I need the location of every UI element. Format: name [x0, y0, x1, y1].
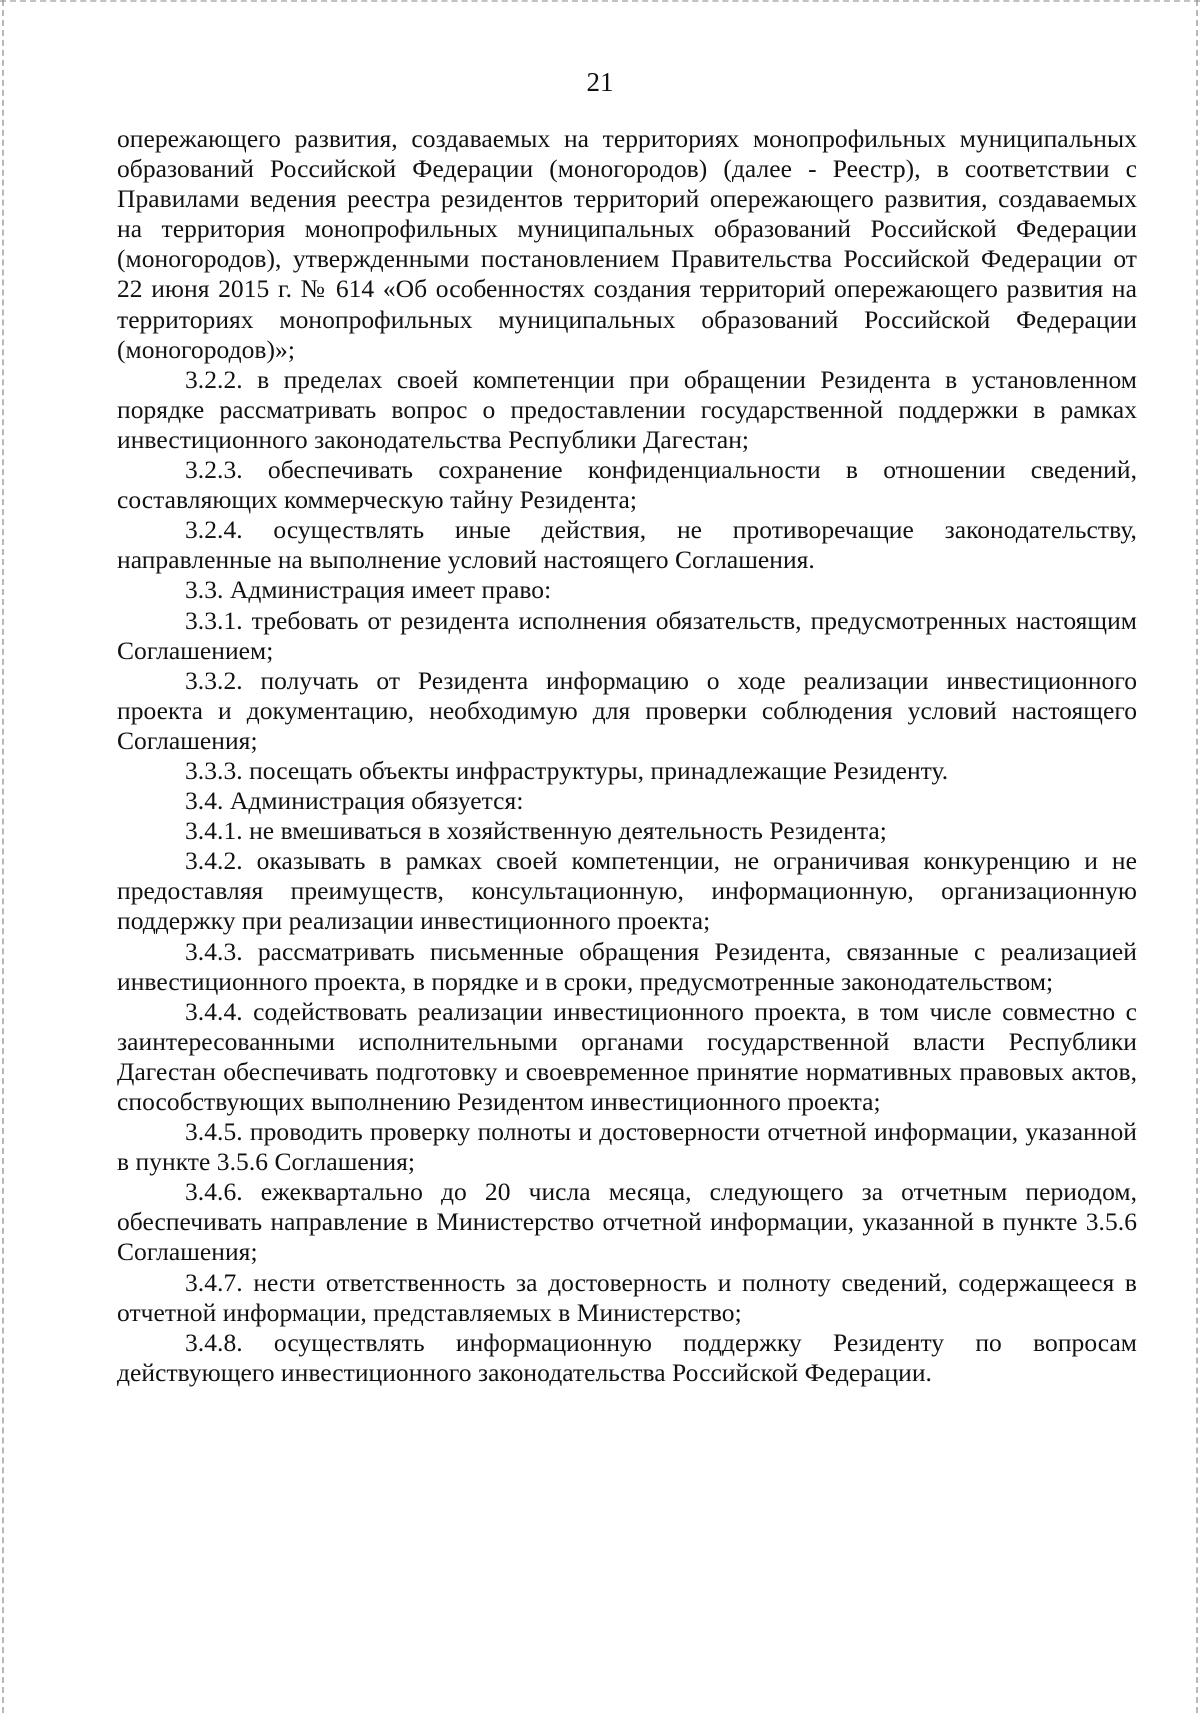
paragraph-3-3-2: 3.3.2. получать от Резидента информацию о ходе реализации инвестиционного проекта и документацию, необходимую для проверки соблюдения условий настоящего Соглашения; — [117, 665, 1137, 755]
paragraph-3-2-4: 3.2.4. осуществлять иные действия, не противоречащие законодательству, направленные на выполнение условий настоящего Соглашения. — [117, 515, 1137, 575]
paragraph-3-4-6: 3.4.6. ежеквартально до 20 числа месяца, следующего за отчетным периодом, обеспечивать направление в Министерство отчетной информации, указанной в пункте 3.5.6 Соглашения; — [117, 1177, 1137, 1267]
paragraph-3-4-3: 3.4.3. рассматривать письменные обращения Резидента, связанные с реализацией инвестиционного проекта, в порядке и в сроки, предусмотренные законодательством; — [117, 936, 1137, 996]
paragraph-3-4-8: 3.4.8. осуществлять информационную поддержку Резиденту по вопросам действующего инвестиционного законодательства Российской Федерации. — [117, 1327, 1137, 1387]
paragraph-3-4-7: 3.4.7. нести ответственность за достоверность и полноту сведений, содержащееся в отчетной информации, представляемых в Министерство; — [117, 1267, 1137, 1327]
document-body — [117, 124, 1137, 1388]
paragraph-continued: опережающего развития, создаваемых на территориях монопрофильных муниципальных образований Российской Федерации (моногородов) (далее - Реестр), в соответствии с Правилами ведения реестра резидентов территорий опережающего развития, создаваемых на территория монопрофильных муниципальных образований Российской Федерации (моногородов), утвержденными постановлением Правительства Российской Федерации от 22 июня 2015 г. № 614 «Об особенностях создания территорий опережающего развития на территориях монопрофильных муниципальных образований Российской Федерации (моногородов)»; — [117, 124, 1137, 364]
page-number: 21 — [586, 67, 614, 97]
paragraph-3-3-3: 3.3.3. посещать объекты инфраструктуры, принадлежащие Резиденту. — [185, 755, 949, 785]
paragraph-3-4-1: 3.4.1. не вмешиваться в хозяйственную деятельность Резидента; — [185, 816, 887, 846]
paragraph-3-4-5: 3.4.5. проводить проверку полноты и достоверности отчетной информации, указанной в пункте 3.5.6 Соглашения; — [117, 1117, 1137, 1177]
paragraph-3-3: 3.3. Администрация имеет право: — [185, 575, 552, 605]
paragraph-3-4: 3.4. Администрация обязуется: — [185, 786, 524, 816]
paragraph-3-4-4: 3.4.4. содействовать реализации инвестиционного проекта, в том числе совместно с заинтересованными исполнительными органами государственной власти Республики Дагестан обеспечивать подготовку и своевременное принятие нормативных правовых актов, способствующих выполнению Резидентом инвестиционного проекта; — [117, 996, 1137, 1116]
paragraph-3-3-1: 3.3.1. требовать от резидента исполнения обязательств, предусмотренных настоящим Соглашением; — [117, 605, 1137, 665]
paragraph-3-4-2: 3.4.2. оказывать в рамках своей компетенции, не ограничивая конкуренцию и не предоставляя преимуществ, консультационную, информационную, организационную поддержку при реализации инвестиционного проекта; — [117, 846, 1137, 936]
scan-edge-left — [2, 0, 6, 1713]
paragraph-3-2-3: 3.2.3. обеспечивать сохранение конфиденциальности в отношении сведений, составляющих коммерческую тайну Резидента; — [117, 455, 1137, 515]
scan-edge-right — [1194, 0, 1198, 1713]
paragraph-3-2-2: 3.2.2. в пределах своей компетенции при обращении Резидента в установленном порядке рассматривать вопрос о предоставлении государственной поддержки в рамках инвестиционного законодательства Республики Дагестан; — [117, 364, 1137, 454]
scan-edge-top — [0, 0, 1200, 5]
